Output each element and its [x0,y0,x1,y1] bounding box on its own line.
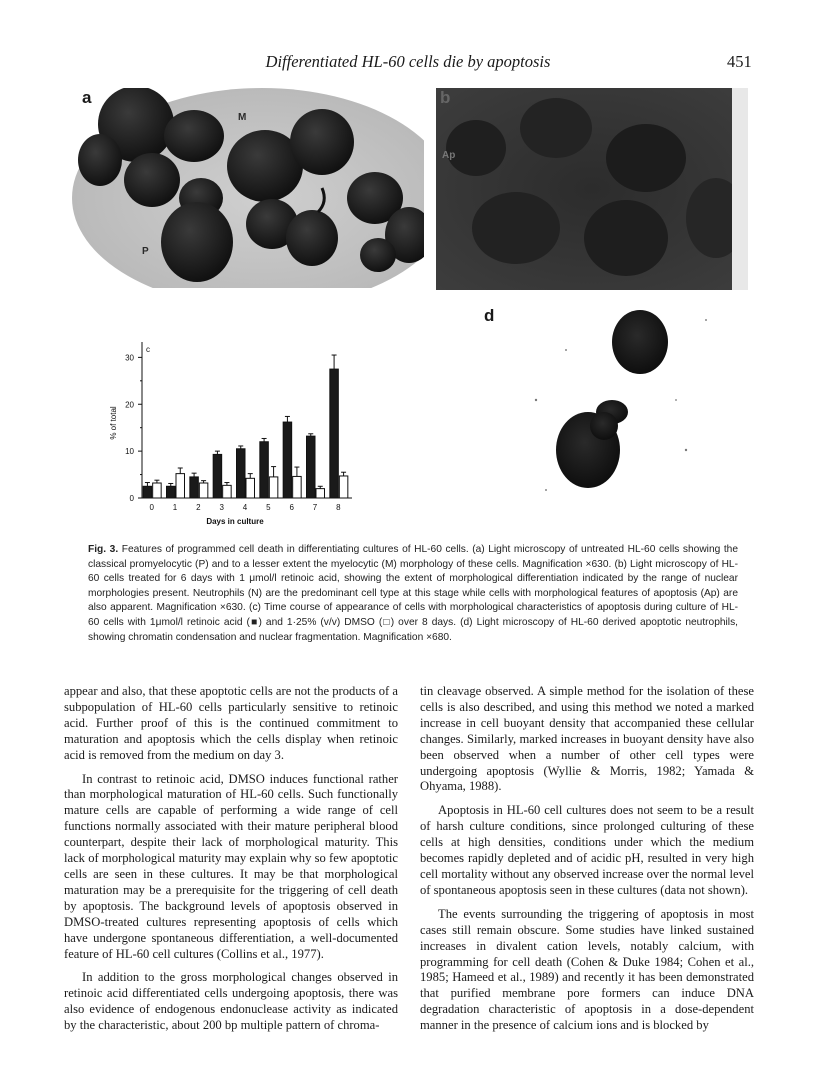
bar [167,486,176,498]
bar [283,422,292,498]
bar [143,486,152,498]
page-number: 451 [727,52,752,71]
bar [153,483,162,498]
bar [339,476,348,498]
y-axis-label: % of total [109,406,118,440]
bar [237,449,246,498]
x-tick-label: 4 [242,503,248,512]
x-tick-label: 2 [196,503,201,512]
panel-letter-b: b [440,88,451,107]
bar [176,474,185,498]
x-tick-label: 1 [172,503,178,512]
bar [223,485,232,498]
y-tick-label: 30 [125,353,134,363]
x-tick-label: 8 [336,503,341,512]
running-title: Differentiated HL-60 cells die by apoptosis [265,52,551,71]
left-paragraph-2: In contrast to retinoic acid, DMSO induces functional rather than morphological maturation of HL-60 cells. Such functionally mature cells are capable of performing a wide range of cell functions normally associated with their mature peripheral blood counterpart, despite their lack of morphological maturity. This lack of morphological maturity may explain why so few apoptotic cells are seen in these cultures. It may be that morphological maturation may be a prerequisite for the triggering of cell death by apoptosis. The background levels of apoptosis observed in DMSO-treated cultures representing apoptosis of cells which have undergone spontaneous differentiation, a well-documented feature of HL-60 cell cultures (Collins et al., 1977). [64,771,398,961]
panel-letter-a: a [82,88,92,107]
apoptosis-label: Ap [442,150,456,161]
x-tick-label: 6 [289,503,294,512]
right-paragraph-3: The events surrounding the triggering of apoptosis in most cases still remain obscure. Some studies have linked sustained increases in divalent cation levels, notably calcium, with programming for cell death (Cohen & Duke 1984; Cohen et al., 1985; Hameed et al., 1989) and recently it has been demonstrated that purified membrane pore formers can induce DNA degradation characteristic of apoptosis in a dose-dependent manner in the presence of calcium ions and is blocked by [420,906,754,1033]
promyelocyte-label: P [142,246,149,257]
caption-label: Fig. 3. [88,544,119,555]
y-tick-label: 0 [129,494,134,503]
body-column-left [64,684,398,1034]
right-paragraph-2: Apoptosis in HL-60 cell cultures does not seem to be a result of harsh culture conditions, since prolonged culturing of these cells at high densities, conditions under which the medium becomes rapidly depleted and of acidic pH, resulted in very high cell mortality without any observed increase over the normal level of spontaneous apoptosis seen in these cultures (data not shown). [420,803,754,897]
bar [307,436,316,498]
bar [213,454,222,498]
x-tick-label: 5 [266,503,271,512]
bar [190,477,199,498]
x-tick-label: 3 [219,503,224,512]
micrograph-panel-b [436,88,748,290]
bar [269,477,278,498]
micrograph-panel-a [72,88,424,288]
left-paragraph-3: In addition to the gross morphological changes observed in retinoic acid differentiated cells undergoing apoptosis, there was also evidence of endogenous endonuclease activity as indicated by the characteristic, about 200 bp multiple pattern of chroma- [64,970,398,1033]
bar [260,442,269,498]
bar [293,476,302,498]
micrograph-a-image [72,88,424,288]
bar [199,483,208,498]
apoptosis-time-course-chart [106,340,366,530]
bar [330,369,339,498]
bar [246,478,255,498]
y-tick-label: 20 [125,400,134,410]
x-tick-label: 0 [149,503,154,512]
micrograph-panel-d [476,300,748,518]
body-column-right [420,684,754,1034]
chart-panel-c [106,340,366,530]
right-paragraph-1: tin cleavage observed. A simple method for the isolation of these cells is also described, and using this method we noted a marked increase in cell buoyant density that accompanied these cellular changes. Similarly, marked increases in buoyant density have also been observed when a number of other cell types were undergoing apoptosis (Wyllie & Morris, 1982; Yamada & Ohyama, 1988). [420,684,754,794]
caption-text: Features of programmed cell death in differentiating cultures of HL-60 cells. (a) Light microscopy of untreated HL-60 cells showing the classical promyelocytic (P) and to a lesser extent the myelocytic (M) morphology of these cells. Magnification ×630. (b) Light microscopy of HL-60 cells treated for 6 days with 1 μmol/l retinoic acid, showing the extent of morphological differentiation indicated by the range of nuclear morphologies present. Neutrophils (N) are the predominant cell type at this stage while cells with morphological features of apoptosis (Ap) are also apparent. Magnification ×630. (c) Time course of appearance of cells with morphological characteristics of apoptosis during culture of HL-60 cells with 1μmol/l retinoic acid (■) and 1·25% (v/v) DMSO (□) over 8 days. (d) Light microscopy of HL-60 derived apoptotic neutrophils, showing chromatin condensation and nuclear fragmentation. Magnification ×680. [88,544,738,643]
x-axis-label: Days in culture [206,517,264,526]
bar [316,489,325,498]
micrograph-b-image [436,88,748,290]
figure-caption [88,543,738,645]
panel-letter-d: d [484,306,495,325]
micrograph-d-image [476,300,748,518]
y-tick-label: 10 [125,447,134,457]
myelocyte-label: M [238,112,247,123]
left-paragraph-1: appear and also, that these apoptotic cells are not the products of a subpopulation of HL-60 cells particularly sensitive to retinoic acid. Further proof of this is the continued commitment to maturation and apoptosis which the cells display when retinoic acid is removed from the medium on day 3. [64,684,398,762]
chart-panel-label: c [146,345,150,354]
x-tick-label: 7 [312,503,318,512]
